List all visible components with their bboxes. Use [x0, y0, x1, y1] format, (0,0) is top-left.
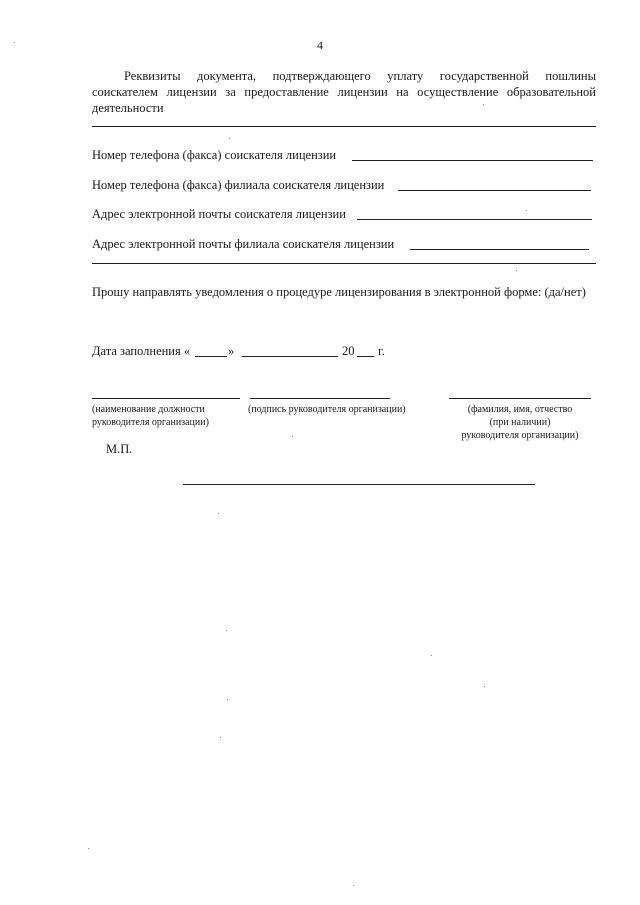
full-name-caption-line3: руководителя организации): [461, 430, 579, 441]
scan-speck: [227, 699, 228, 700]
date-year-suffix: г.: [378, 344, 385, 358]
phone-applicant-line[interactable]: [352, 160, 593, 161]
scan-speck: [353, 885, 354, 886]
position-caption-line1: (наименование должности: [92, 404, 205, 415]
scan-speck: [431, 655, 432, 656]
payment-requisites-text: Реквизиты документа, подтверждающего уплату государственной пошлины соискателем лицензии за предоставление лицензии на осуществление образовательной деятельности: [92, 69, 596, 115]
scan-speck: [218, 513, 219, 514]
stamp-label: М.П.: [106, 442, 133, 456]
full-name-caption-line2: (при наличии): [489, 417, 551, 428]
full-name-caption-line1: (фамилия, имя, отчество: [467, 404, 573, 415]
email-applicant-label: Адрес электронной почты соискателя лицензии: [92, 207, 346, 221]
scan-speck: [292, 436, 293, 437]
payment-requisites-line[interactable]: [92, 126, 596, 127]
position-caption-line2: руководителя организации): [92, 417, 209, 428]
scan-speck: [14, 42, 15, 43]
scan-speck: [484, 686, 485, 687]
phone-branch-label: Номер телефона (факса) филиала соискателя лицензии: [92, 178, 385, 192]
scan-speck: [516, 270, 517, 271]
scan-speck: [226, 630, 227, 631]
date-year-prefix: 20: [342, 344, 355, 358]
phone-applicant-label: Номер телефона (факса) соискателя лицензии: [92, 148, 337, 162]
date-label: Дата заполнения «: [92, 344, 191, 358]
scan-speck: [526, 210, 527, 211]
scan-speck: [220, 737, 221, 738]
email-branch-line[interactable]: [410, 249, 589, 250]
notification-request-text: Прошу направлять уведомления о процедуре лицензирования в электронной форме: (да/нет): [92, 285, 586, 299]
full-name-line[interactable]: [449, 398, 591, 399]
signature-line[interactable]: [250, 398, 390, 399]
signature-caption: (подпись руководителя организации): [248, 404, 406, 415]
date-close-quote: »: [228, 344, 235, 358]
scan-speck: [88, 848, 89, 849]
scan-speck: [483, 104, 484, 105]
closing-line: [183, 484, 535, 485]
email-applicant-line[interactable]: [357, 219, 592, 220]
phone-branch-line[interactable]: [398, 190, 591, 191]
separator-line: [92, 263, 596, 264]
date-day-line[interactable]: [195, 356, 227, 357]
page-number: 4: [317, 38, 323, 52]
email-branch-label: Адрес электронной почты филиала соискателя лицензии: [92, 237, 395, 251]
date-year-line[interactable]: [357, 356, 374, 357]
scan-speck: [229, 138, 230, 139]
date-month-line[interactable]: [242, 356, 338, 357]
position-line[interactable]: [92, 398, 240, 399]
